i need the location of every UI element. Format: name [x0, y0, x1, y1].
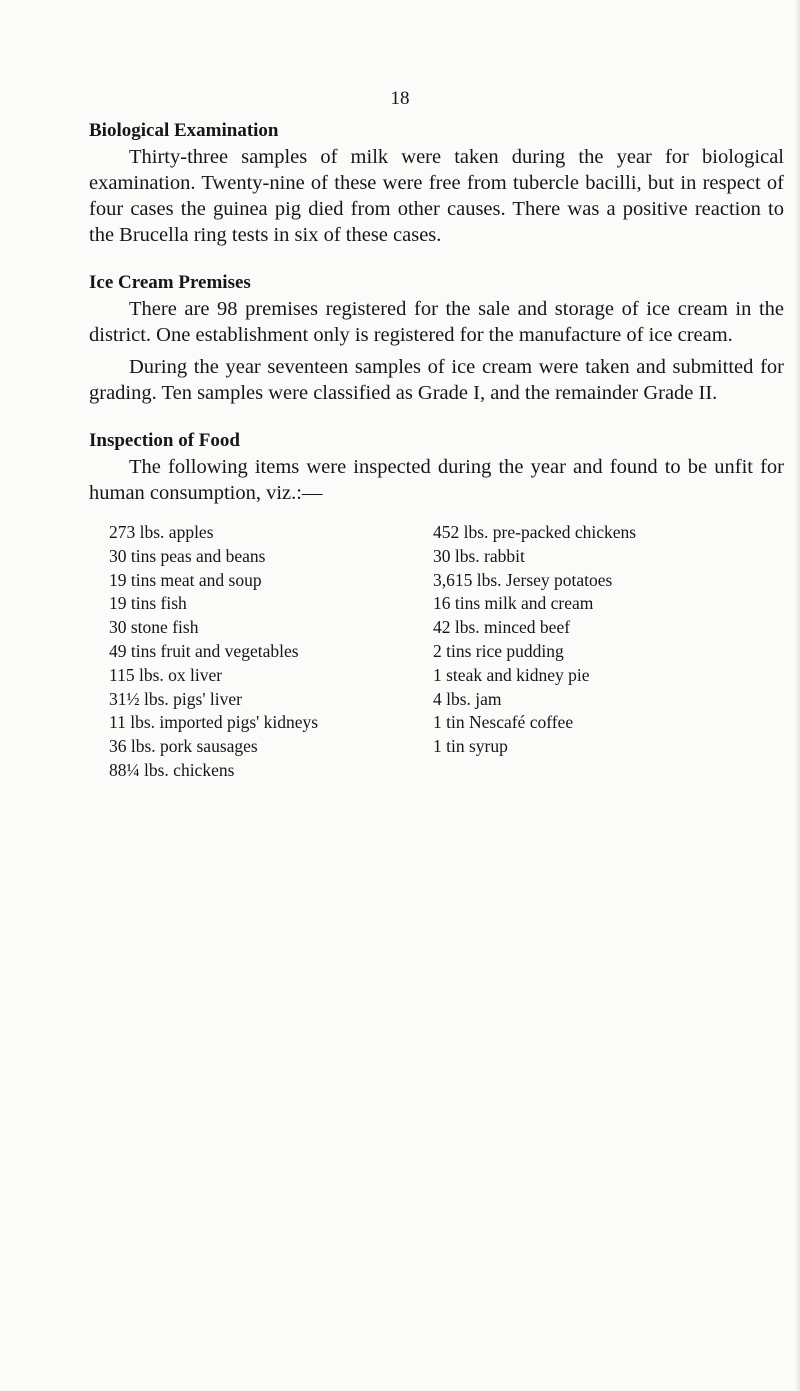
- paragraph: During the year seventeen samples of ice cream were taken and submitted for grading. Ten samples were classified as Grade I, and the remainder Grade II.: [89, 356, 784, 404]
- food-items-right-column: [433, 521, 753, 783]
- list-item: 2 tins rice pudding: [433, 640, 564, 661]
- food-items-list: [89, 521, 784, 783]
- list-item: 11 lbs. imported pigs' kidneys: [109, 712, 319, 733]
- list-item: 49 tins fruit and vegetables: [109, 640, 299, 661]
- list-item: 19 tins fish: [109, 593, 187, 614]
- section-ice-cream-premises: [89, 270, 784, 406]
- paragraph: The following items were inspected during the year and found to be unfit for human consumption, viz.:—: [89, 456, 784, 504]
- list-item: 1 tin Nescafé coffee: [433, 712, 574, 733]
- list-item: 88¼ lbs. chickens: [109, 759, 235, 780]
- page-number: 18: [390, 88, 410, 109]
- document-body: [89, 118, 784, 805]
- section-heading: Biological Examination: [89, 120, 279, 141]
- list-item: 31½ lbs. pigs' liver: [109, 688, 242, 709]
- list-item: 115 lbs. ox liver: [109, 664, 223, 685]
- list-item: 1 tin syrup: [433, 736, 508, 757]
- section-biological-examination: [89, 118, 784, 248]
- section-heading: Ice Cream Premises: [89, 272, 251, 293]
- list-item: 30 stone fish: [109, 617, 199, 638]
- list-item: 36 lbs. pork sausages: [109, 736, 258, 757]
- list-item: 19 tins meat and soup: [109, 569, 262, 590]
- food-items-left-column: [109, 521, 433, 783]
- list-item: 42 lbs. minced beef: [433, 617, 571, 638]
- section-inspection-of-food: [89, 428, 784, 783]
- list-item: 273 lbs. apples: [109, 522, 214, 542]
- list-item: 16 tins milk and cream: [433, 593, 594, 614]
- list-item: 4 lbs. jam: [433, 688, 502, 709]
- list-item: 30 lbs. rabbit: [433, 545, 525, 566]
- list-item: 30 tins peas and beans: [109, 545, 266, 566]
- page-edge-shadow: [794, 0, 800, 1391]
- section-heading: Inspection of Food: [89, 430, 240, 451]
- list-item: 1 steak and kidney pie: [433, 664, 590, 685]
- paragraph: Thirty-three samples of milk were taken during the year for biological examination. Twenty-nine of these were free from tubercle bacilli, but in respect of four cases the guinea pig died from other causes. There was a positive reaction to the Brucella ring tests in six of these cases.: [89, 146, 784, 246]
- list-item: 452 lbs. pre-packed chickens: [433, 522, 637, 542]
- paragraph: There are 98 premises registered for the sale and storage of ice cream in the district. One establishment only is registered for the manufacture of ice cream.: [89, 298, 784, 346]
- list-item: 3,615 lbs. Jersey potatoes: [433, 569, 613, 590]
